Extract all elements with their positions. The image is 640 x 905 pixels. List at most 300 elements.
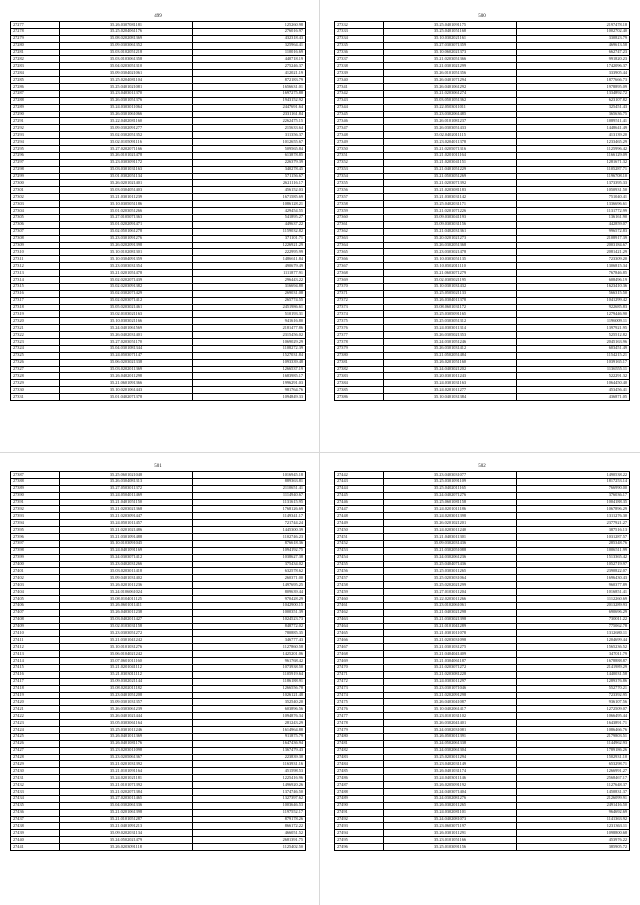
table-row	[11, 733, 306, 740]
table-row	[335, 366, 630, 373]
record-code-cell: 35.05.0203021461	[60, 304, 193, 311]
record-code-cell: 35.24.0201011186	[384, 506, 517, 513]
table-row	[11, 713, 306, 720]
row-id-cell: 27280	[11, 42, 60, 49]
record-code-cell: 35.24.0502021479	[60, 837, 193, 844]
amount-cell: 2315456.02	[193, 332, 306, 339]
amount-cell: 1231363.11	[517, 823, 630, 830]
row-id-cell: 27466	[335, 637, 384, 644]
amount-cell: 2491416.50	[517, 802, 630, 809]
amount-cell: 125260.98	[193, 22, 306, 29]
record-code-cell: 35.01.0402071378	[60, 394, 193, 401]
record-code-cell: 35.26.0304081313	[60, 478, 193, 485]
row-id-cell: 27334	[335, 35, 384, 42]
amount-cell: 1445300.39	[193, 527, 306, 534]
record-code-cell: 35.03.0304051403	[60, 187, 193, 194]
record-code-cell: 35.21.0101051287	[60, 816, 193, 823]
amount-cell: 1105919.64	[193, 671, 306, 678]
table-row	[335, 290, 630, 297]
row-id-cell: 27411	[11, 637, 60, 644]
row-id-cell: 27312	[11, 263, 60, 270]
amount-cell: 136161.90	[517, 214, 630, 221]
amount-cell: 1112260.69	[517, 596, 630, 603]
record-code-cell: 35.21.0201071226	[384, 208, 517, 215]
amount-cell: 632578.62	[193, 568, 306, 575]
amount-cell: 1197552.17	[193, 809, 306, 816]
amount-cell: 1334892.72	[517, 90, 630, 97]
record-code-cell: 35.25.0505021133	[384, 290, 517, 297]
row-id-cell: 27491	[335, 809, 384, 816]
record-code-cell: 35.21.0301091488	[60, 534, 193, 541]
table-row	[335, 706, 630, 713]
amount-cell: 1012655.67	[193, 139, 306, 146]
table-row	[335, 575, 630, 582]
amount-cell: 872183.79	[193, 77, 306, 84]
amount-cell: 311356.37	[193, 132, 306, 139]
amount-cell: 1373395.33	[517, 180, 630, 187]
row-id-cell: 27361	[335, 221, 384, 228]
row-id-cell: 27355	[335, 180, 384, 187]
table-row	[11, 720, 306, 727]
row-id-cell: 27438	[11, 823, 60, 830]
record-code-cell: 35.26.0503011391	[384, 733, 517, 740]
amount-cell: 2621116.17	[193, 180, 306, 187]
row-id-cell: 27306	[11, 221, 60, 228]
amount-cell: 1490538.22	[517, 472, 630, 479]
record-code-cell: 35.26.0101051356	[384, 70, 517, 77]
record-code-cell: 35.09.0301031357	[60, 699, 193, 706]
row-id-cell: 27450	[335, 527, 384, 534]
record-code-cell: 35.03.0103061358	[60, 56, 193, 63]
amount-cell: 767846.85	[517, 270, 630, 277]
amount-cell: 442859.07	[517, 221, 630, 228]
row-id-cell: 27356	[335, 187, 384, 194]
amount-cell: 429454.55	[193, 208, 306, 215]
row-id-cell: 27401	[11, 568, 60, 575]
amount-cell: 432318.43	[193, 35, 306, 42]
amount-cell: 1425201.06	[193, 651, 306, 658]
row-id-cell: 27313	[11, 270, 60, 277]
record-code-cell: 35.26.0201051160	[384, 359, 517, 366]
amount-cell: 2181477.86	[193, 325, 306, 332]
amount-cell: 376036.17	[517, 492, 630, 499]
record-code-cell: 35.21.0203051366	[384, 56, 517, 63]
record-code-cell: 35.07.0601011160	[60, 658, 193, 665]
table-row	[335, 561, 630, 568]
row-id-cell: 27431	[11, 775, 60, 782]
table-row	[11, 373, 306, 380]
table-row	[335, 809, 630, 816]
amount-cell: 1154215.21	[517, 352, 630, 359]
amount-cell: 766990.00	[517, 485, 630, 492]
row-id-cell: 27433	[11, 788, 60, 795]
row-id-cell: 27318	[11, 304, 60, 311]
row-id-cell: 27471	[335, 671, 384, 678]
table-row	[335, 630, 630, 637]
row-id-cell: 27347	[335, 125, 384, 132]
record-code-cell: 35.21.0303021398	[384, 616, 517, 623]
table-row	[335, 485, 630, 492]
table-row	[11, 290, 306, 297]
record-code-cell: 35.10.0502011110	[384, 263, 517, 270]
table-row	[11, 345, 306, 352]
record-code-cell: 35.21.0203071392	[384, 180, 517, 187]
row-id-cell: 27475	[335, 699, 384, 706]
row-id-cell: 27483	[335, 754, 384, 761]
table-row	[335, 49, 630, 56]
table-row	[11, 325, 306, 332]
row-id-cell: 27305	[11, 214, 60, 221]
row-id-cell: 27323	[11, 338, 60, 345]
row-id-cell: 27349	[335, 139, 384, 146]
amount-cell: 1098800.68	[517, 830, 630, 837]
table-row	[335, 359, 630, 366]
row-id-cell: 27320	[11, 318, 60, 325]
record-code-cell: 35.21.0201061398	[60, 809, 193, 816]
row-id-cell: 27425	[11, 733, 60, 740]
row-id-cell: 27328	[11, 373, 60, 380]
record-code-cell: 35.26.0303051433	[384, 125, 517, 132]
amount-cell: 2197478.18	[517, 22, 630, 29]
table-row	[11, 658, 306, 665]
table-row	[335, 263, 630, 270]
record-code-cell: 35.21.0101091164	[60, 768, 193, 775]
table-row	[11, 568, 306, 575]
record-code-cell: 35.21.0202091298	[384, 692, 517, 699]
row-id-cell: 27443	[335, 478, 384, 485]
table-row	[11, 499, 306, 506]
table-row	[335, 823, 630, 830]
table-row	[335, 499, 630, 506]
amount-cell: 1225416.96	[193, 775, 306, 782]
amount-cell: 1127648.37	[517, 782, 630, 789]
record-code-cell: 35.21.0203031098	[384, 637, 517, 644]
record-code-cell: 35.01.0202091471	[60, 221, 193, 228]
table-row	[11, 214, 306, 221]
row-id-cell: 27316	[11, 290, 60, 297]
table-row	[11, 152, 306, 159]
row-id-cell: 27337	[335, 56, 384, 63]
record-code-cell: 35.24.0201021181	[60, 775, 193, 782]
row-id-cell: 27444	[335, 485, 384, 492]
row-id-cell: 27390	[11, 492, 60, 499]
row-id-cell: 27370	[335, 283, 384, 290]
row-id-cell: 27458	[335, 582, 384, 589]
row-id-cell: 27429	[11, 761, 60, 768]
row-id-cell: 27459	[335, 589, 384, 596]
amount-cell: 2013289.93	[517, 602, 630, 609]
table-row	[11, 359, 306, 366]
table-row	[11, 228, 306, 235]
table-row	[11, 208, 306, 215]
record-code-cell: 35.10.0602021373	[384, 49, 517, 56]
amount-cell: 387516.13	[517, 527, 630, 534]
amount-cell: 1031287.57	[517, 534, 630, 541]
table-row	[335, 42, 630, 49]
table-row	[335, 726, 630, 733]
record-code-cell: 35.21.0301041242	[60, 637, 193, 644]
row-id-cell: 27348	[335, 132, 384, 139]
record-code-cell: 35.25.0601021048	[60, 472, 193, 479]
table-row	[11, 49, 306, 56]
record-code-cell: 35.26.0205091192	[384, 782, 517, 789]
table-row	[335, 768, 630, 775]
amount-cell: 325964.41	[193, 42, 306, 49]
record-code-cell: 35.21.0203081228	[384, 671, 517, 678]
row-id-cell: 27359	[335, 208, 384, 215]
row-id-cell: 27441	[11, 844, 60, 851]
row-id-cell: 27367	[335, 263, 384, 270]
record-code-cell: 35.26.0401011369	[60, 733, 193, 740]
table-row	[335, 795, 630, 802]
table-row	[335, 118, 630, 125]
table-row	[335, 256, 630, 263]
amount-cell: 941616.80	[193, 318, 306, 325]
amount-cell: 1502931.10	[517, 754, 630, 761]
table-row	[11, 685, 306, 692]
record-code-cell: 35.26.0202091398	[60, 242, 193, 249]
table-row	[11, 56, 306, 63]
record-code-cell: 35.10.0401031384	[384, 394, 517, 401]
amount-cell: 603896.56	[193, 706, 306, 713]
row-id-cell: 27400	[11, 561, 60, 568]
amount-cell: 1397921.95	[517, 325, 630, 332]
row-id-cell: 27384	[335, 380, 384, 387]
row-id-cell: 27486	[335, 775, 384, 782]
amount-cell: 690696.29	[517, 609, 630, 616]
amount-cell: 541895.27	[193, 214, 306, 221]
table-row	[335, 146, 630, 153]
table-row	[335, 802, 630, 809]
table-row	[335, 699, 630, 706]
amount-cell: 226379.39	[193, 159, 306, 166]
row-id-cell: 27452	[335, 540, 384, 547]
row-id-cell: 27386	[335, 394, 384, 401]
amount-cell: 1565236.52	[517, 644, 630, 651]
amount-cell: 1289376.86	[517, 678, 630, 685]
amount-cell: 1094192.75	[193, 547, 306, 554]
table-row	[335, 228, 630, 235]
table-row	[11, 394, 306, 401]
row-id-cell: 27301	[11, 187, 60, 194]
row-id-cell: 27379	[335, 345, 384, 352]
amount-cell: 525512.82	[517, 332, 630, 339]
row-id-cell: 27469	[335, 658, 384, 665]
amount-cell: 1327397.62	[193, 795, 306, 802]
amount-cell: 333905.44	[517, 70, 630, 77]
row-id-cell: 27418	[11, 685, 60, 692]
row-id-cell: 27461	[335, 602, 384, 609]
record-code-cell: 35.09.0302031436	[384, 540, 517, 547]
amount-cell: 265774.55	[193, 297, 306, 304]
row-id-cell: 27330	[11, 387, 60, 394]
record-code-cell: 35.23.0303051272	[60, 630, 193, 637]
row-id-cell: 27478	[335, 720, 384, 727]
table-row	[335, 782, 630, 789]
table-row	[11, 84, 306, 91]
row-id-cell: 27371	[335, 290, 384, 297]
row-id-cell: 27351	[335, 152, 384, 159]
row-id-cell: 27402	[11, 575, 60, 582]
record-code-cell: 35.03.0301031163	[60, 166, 193, 173]
amount-cell: 490679.49	[193, 263, 306, 270]
record-code-cell: 35.02.0103021163	[60, 311, 193, 318]
document-page-bottom-right	[334, 464, 630, 851]
row-id-cell: 27324	[11, 345, 60, 352]
amount-cell: 1041299.42	[517, 297, 630, 304]
amount-cell: 922685.83	[517, 304, 630, 311]
table-row	[11, 554, 306, 561]
record-code-cell: 35.21.0203081183	[384, 187, 517, 194]
amount-cell: 1204699.44	[517, 637, 630, 644]
row-id-cell: 27352	[335, 159, 384, 166]
amount-cell: 2003184.67	[517, 242, 630, 249]
row-id-cell: 27325	[11, 352, 60, 359]
record-code-cell: 35.24.0302031081	[384, 726, 517, 733]
row-id-cell: 27472	[335, 678, 384, 685]
row-id-cell: 27388	[11, 478, 60, 485]
amount-cell: 451598.53	[193, 768, 306, 775]
table-row	[11, 547, 306, 554]
amount-cell: 2681391.75	[193, 837, 306, 844]
amount-cell: 936107.56	[517, 699, 630, 706]
record-code-cell: 35.26.0401081176	[60, 740, 193, 747]
amount-cell: 325451.43	[517, 104, 630, 111]
record-code-cell: 35.21.0205071316	[384, 146, 517, 153]
row-id-cell: 27314	[11, 276, 60, 283]
table-row	[335, 733, 630, 740]
record-code-cell: 35.24.0302061304	[384, 747, 517, 754]
row-id-cell: 27363	[335, 235, 384, 242]
row-id-cell: 27336	[335, 49, 384, 56]
row-id-cell: 27446	[335, 499, 384, 506]
table-row	[11, 28, 306, 35]
amount-cell: 1069029.29	[193, 338, 306, 345]
table-row	[11, 754, 306, 761]
table-row	[11, 201, 306, 208]
table-row	[11, 221, 306, 228]
record-code-cell: 35.26.0203091118	[60, 844, 193, 851]
amount-cell: 1671585.69	[193, 194, 306, 201]
amount-cell: 1996291.03	[193, 380, 306, 387]
amount-cell: 1086128.21	[193, 201, 306, 208]
amount-cell: 453976.22	[517, 837, 630, 844]
table-row	[11, 146, 306, 153]
record-code-cell: 35.27.0203011465	[60, 795, 193, 802]
record-code-cell: 35.26.0101081237	[384, 118, 517, 125]
table-row	[335, 658, 630, 665]
table-row	[335, 720, 630, 727]
row-id-cell: 27409	[11, 623, 60, 630]
record-code-cell: 35.08.0202081369	[60, 35, 193, 42]
table-row	[11, 77, 306, 84]
row-id-cell: 27381	[335, 359, 384, 366]
amount-cell: 509565.84	[193, 146, 306, 153]
record-code-cell: 35.23.0203011098	[60, 747, 193, 754]
table-row	[335, 664, 630, 671]
table-row	[335, 332, 630, 339]
table-row	[11, 540, 306, 547]
table-row	[335, 297, 630, 304]
amount-cell: 721744.24	[193, 520, 306, 527]
record-code-cell: 35.02.0501061278	[60, 228, 193, 235]
record-code-cell: 35.09.0303061352	[60, 42, 193, 49]
amount-cell: 603451.49	[517, 345, 630, 352]
record-table	[334, 471, 630, 851]
record-code-cell: 35.05.0303061164	[60, 720, 193, 727]
table-row	[11, 249, 306, 256]
table-row	[335, 338, 630, 345]
amount-cell: 653298.71	[517, 761, 630, 768]
record-code-cell: 35.24.0403011146	[384, 775, 517, 782]
row-id-cell: 27440	[11, 837, 60, 844]
row-id-cell: 27413	[11, 651, 60, 658]
amount-cell: 371101.71	[193, 235, 306, 242]
document-page-top-left	[10, 14, 306, 401]
amount-cell: 1166129.09	[517, 152, 630, 159]
table-row	[11, 22, 306, 29]
amount-cell: 2262475.15	[193, 118, 306, 125]
row-id-cell: 27457	[335, 575, 384, 582]
table-row	[335, 568, 630, 575]
document-page-top-right	[334, 14, 630, 401]
row-id-cell: 27399	[11, 554, 60, 561]
record-code-cell: 35.24.0503071147	[60, 352, 193, 359]
table-row	[11, 304, 306, 311]
amount-cell: 1000351.39	[193, 609, 306, 616]
amount-cell: 522291.32	[517, 373, 630, 380]
amount-cell: 1266556.78	[193, 685, 306, 692]
row-id-cell: 27485	[335, 768, 384, 775]
record-code-cell: 35.25.0305091165	[384, 311, 517, 318]
row-id-cell: 27319	[11, 311, 60, 318]
record-code-cell: 35.02.0105091116	[60, 139, 193, 146]
record-code-cell: 35.06.0104021242	[60, 651, 193, 658]
table-row	[335, 540, 630, 547]
table-row	[335, 173, 630, 180]
record-code-cell: 35.21.0403011301	[384, 534, 517, 541]
amount-cell: 2081421.29	[517, 249, 630, 256]
record-code-cell: 35.24.0501011457	[60, 520, 193, 527]
table-row	[11, 740, 306, 747]
row-id-cell: 27299	[11, 173, 60, 180]
table-row	[335, 125, 630, 132]
row-id-cell: 27482	[335, 747, 384, 754]
row-id-cell: 27297	[11, 159, 60, 166]
amount-cell: 1306815.34	[517, 263, 630, 270]
amount-cell: 730011.22	[517, 616, 630, 623]
amount-cell: 275246.37	[193, 63, 306, 70]
row-id-cell: 27422	[11, 713, 60, 720]
amount-cell: 1450831.37	[517, 788, 630, 795]
record-code-cell: 35.23.0403011370	[60, 90, 193, 97]
amount-cell: 1186188.91	[193, 678, 306, 685]
record-code-cell: 35.26.0307081181	[60, 22, 193, 29]
record-code-cell: 35.23.0603071197	[384, 823, 517, 830]
amount-cell: 1943152.92	[193, 97, 306, 104]
amount-cell: 2110651.41	[193, 485, 306, 492]
record-code-cell: 35.25.0203031064	[384, 575, 517, 582]
record-code-cell: 35.23.0301091276	[60, 235, 193, 242]
table-row	[335, 242, 630, 249]
amount-cell: 1683985.17	[193, 373, 306, 380]
table-row	[11, 692, 306, 699]
row-id-cell: 27329	[11, 380, 60, 387]
row-id-cell: 27442	[335, 472, 384, 479]
record-code-cell: 35.10.0305051186	[60, 201, 193, 208]
table-row	[335, 816, 630, 823]
amount-cell: 848772.02	[193, 623, 306, 630]
